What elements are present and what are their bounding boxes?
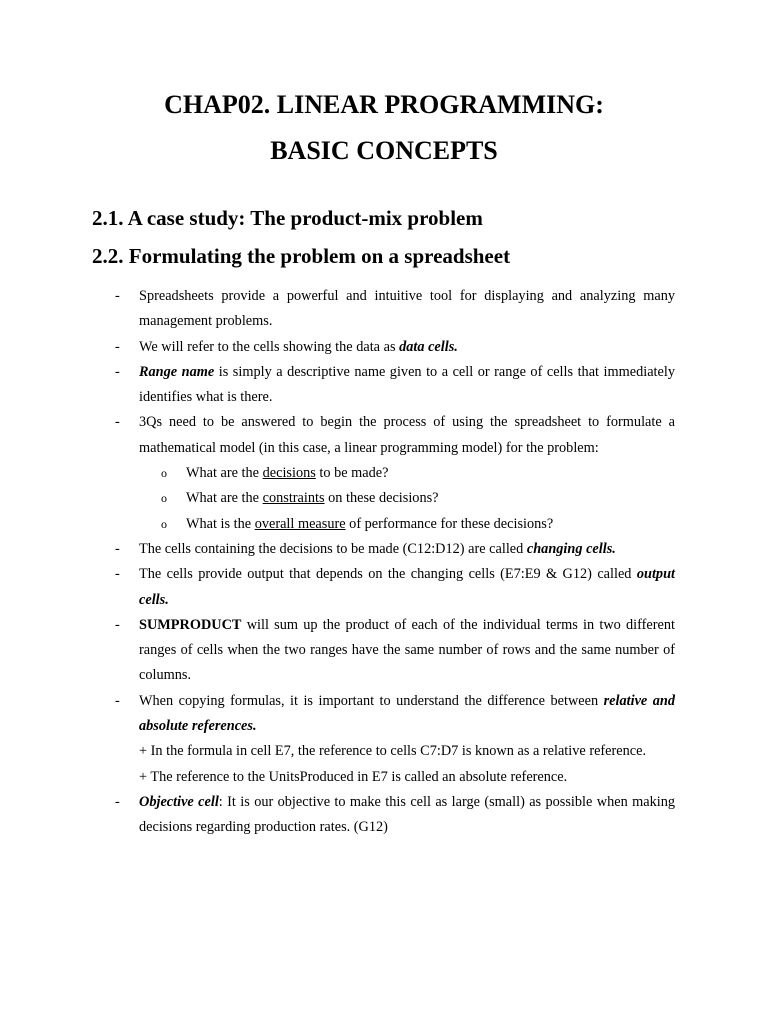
chapter-title-line2: BASIC CONCEPTS	[270, 136, 498, 165]
item-text: will sum up the product of each of the individual terms in two different ranges of cells when the two ranges have the same number of rows and the same number of columns.	[139, 616, 675, 684]
term-sumproduct: SUMPRODUCT	[139, 616, 242, 633]
sub-list-item	[115, 461, 675, 486]
section-heading-2-2: 2.2. Formulating the problem on a spreadsheet	[92, 244, 511, 268]
bullet-dash: -	[115, 363, 120, 380]
bullet-dash: -	[115, 692, 120, 709]
item-text: When copying formulas, it is important to understand the difference between	[139, 692, 604, 709]
chapter-title-line1: CHAP02. LINEAR PROGRAMMING:	[164, 90, 604, 119]
term-output-cells: output cells.	[139, 566, 675, 608]
sub-bullet: o	[161, 466, 167, 481]
item-text: 3Qs need to be answered to begin the process of using the spreadsheet to formulate a mathematical model (in this case, a linear programming model) for the problem:	[139, 414, 675, 456]
item-text: Spreadsheets provide a powerful and intuitive tool for displaying and analyzing many management problems.	[139, 288, 675, 330]
list-item	[115, 689, 675, 740]
term-decisions: decisions	[262, 465, 316, 482]
list-item	[115, 410, 675, 461]
item-text: What are the	[186, 490, 263, 507]
list-item	[115, 790, 675, 841]
item-text: is simply a descriptive name given to a cell or range of cells that immediately identifies what is there.	[139, 363, 675, 406]
bullet-dash: -	[115, 338, 120, 355]
item-text: of performance for these decisions?	[345, 515, 554, 532]
bullet-dash: -	[115, 540, 120, 557]
list-item	[115, 537, 675, 562]
note-line: + The reference to the UnitsProduced in E7 is called an absolute reference.	[139, 768, 568, 785]
item-text: The cells provide output that depends on the changing cells (E7:E9 & G12) called	[139, 566, 637, 583]
section-heading-2-1: 2.1. A case study: The product-mix problem	[92, 206, 483, 230]
bullet-dash: -	[115, 793, 120, 810]
bullet-dash: -	[115, 566, 120, 583]
term-changing-cells: changing cells.	[526, 540, 616, 557]
list-item	[115, 562, 675, 613]
term-objective-cell: Objective cell	[139, 793, 219, 810]
list-item	[115, 335, 675, 360]
item-text: What is the	[186, 515, 255, 532]
term-relative-absolute: relative and absolute references.	[139, 692, 675, 735]
bullet-dash: -	[115, 616, 120, 633]
list-item	[115, 284, 675, 335]
note-line: + In the formula in cell E7, the reference to cells C7:D7 is known as a relative reference.	[139, 743, 647, 760]
bullet-dash: -	[115, 288, 120, 304]
term-data-cells: data cells.	[399, 338, 458, 355]
item-text: We will refer to the cells showing the data as	[139, 338, 400, 355]
list-item	[115, 360, 675, 411]
bullet-dash: -	[115, 414, 120, 431]
item-text: : It is our objective to make this cell as large (small) as possible when making decisions regarding production rates. (G12)	[139, 793, 675, 836]
list-item	[115, 613, 675, 689]
item-text: on these decisions?	[324, 490, 439, 507]
term-constraints: constraints	[262, 490, 325, 507]
sub-bullet: o	[161, 491, 167, 506]
item-text: What are the	[186, 465, 263, 482]
sub-list-item	[115, 512, 675, 537]
sub-list-item	[115, 486, 675, 511]
term-overall-measure: overall measure	[254, 515, 346, 532]
term-range-name: Range name	[139, 363, 215, 380]
item-text: The cells containing the decisions to be made (C12:D12) are called	[139, 540, 527, 557]
sub-bullet: o	[161, 516, 167, 531]
bullet-list	[115, 284, 675, 841]
item-text: to be made?	[315, 465, 389, 482]
